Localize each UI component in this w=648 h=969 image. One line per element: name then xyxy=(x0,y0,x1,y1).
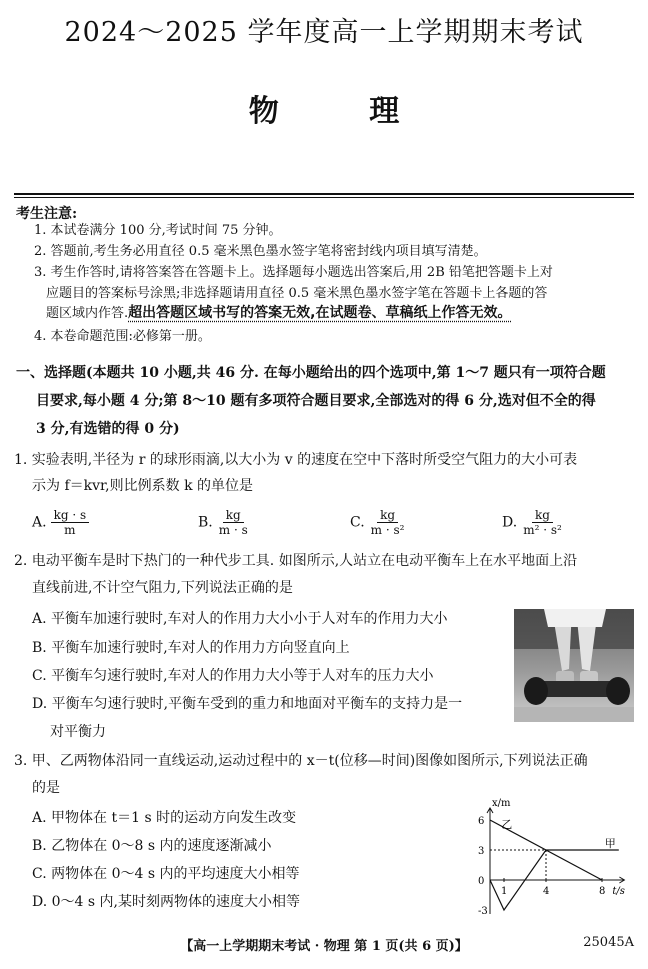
y-tick-label: 6 xyxy=(478,816,485,827)
y-tick-label: -3 xyxy=(478,906,488,917)
section-heading: 一、选择题(本题共 10 小题,共 46 分. 在每小题给出的四个选项中,第 1～7 题只有一项符合题 xyxy=(16,365,606,381)
x-tick-label: 8 xyxy=(599,886,606,897)
divider xyxy=(14,197,634,198)
option-label: A. xyxy=(32,514,47,531)
notice-item: 1. 本试卷满分 100 分,考试时间 75 分钟。 xyxy=(34,223,282,238)
question-2-stem: 2. 电动平衡车是时下热门的一种代步工具. 如图所示,人站立在电动平衡车上在水平地面上沿 xyxy=(14,553,578,569)
page-footer: 【高一上学期期末考试 · 物理 第 1 页(共 6 页)】 xyxy=(180,939,468,954)
exam-title: 2024～2025 学年度高一上学期期末考试 xyxy=(64,17,584,48)
notice-heading: 考生注意: xyxy=(16,206,78,222)
x-axis-label: t/s xyxy=(612,886,625,897)
notice-item: 4. 本卷命题范围:必修第一册。 xyxy=(34,329,211,344)
q1-option-a xyxy=(32,508,89,537)
y-axis-label: x/m xyxy=(492,798,511,809)
x-tick-label: 1 xyxy=(501,886,508,897)
q2-option-a: A. 平衡车加速行驶时,车对人的作用力大小小于人对车的作用力大小 xyxy=(32,611,448,627)
q2-option-b: B. 平衡车加速行驶时,车对人的作用力方向竖直向上 xyxy=(32,640,350,656)
q1-option-c xyxy=(350,508,406,537)
q2-option-d: D. 平衡车匀速行驶时,平衡车受到的重力和地面对平衡车的支持力是一 xyxy=(32,696,463,712)
q2-option-d-cont: 对平衡力 xyxy=(50,724,106,740)
notice-item: 3. 考生作答时,请将答案答在答题卡上。选择题每小题选出答案后,用 2B 铅笔把答题卡上对 xyxy=(34,265,553,280)
balance-scooter-photo xyxy=(514,609,634,722)
option-label: C. xyxy=(350,514,365,531)
series-label-yi: 乙 xyxy=(501,818,513,831)
y-tick-label: 3 xyxy=(478,846,485,857)
notice-item-text: 题区域内作答. xyxy=(46,306,129,321)
option-label: D. xyxy=(502,514,518,531)
series-label-jia: 甲 xyxy=(604,837,616,850)
notice-item: 2. 答题前,考生务必用直径 0.5 毫米黑色墨水签字笔将密封线内项目填写清楚。 xyxy=(34,244,487,259)
frac-den: m² · s² xyxy=(523,523,562,537)
notice-item: 应题目的答案标号涂黑;非选择题请用直径 0.5 毫米黑色墨水签字笔在答题卡上各题的答 xyxy=(46,286,548,301)
exam-code: 25045A xyxy=(583,935,634,950)
question-1-stem: 示为 f＝kvr,则比例系数 k 的单位是 xyxy=(32,478,254,494)
frac-den: m · s xyxy=(218,523,248,537)
section-heading: 3 分,有选错的得 0 分) xyxy=(36,421,180,437)
x-tick-label: 4 xyxy=(543,886,550,897)
q1-option-d xyxy=(502,508,564,537)
q3-option-c: C. 两物体在 0～4 s 内的平均速度大小相等 xyxy=(32,866,300,882)
q2-option-c: C. 平衡车匀速行驶时,车对人的作用力大小等于人对车的压力大小 xyxy=(32,668,434,684)
q3-option-d: D. 0～4 s 内,某时刻两物体的速度大小相等 xyxy=(32,894,300,910)
frac-den: m xyxy=(64,523,76,537)
question-2-stem: 直线前进,不计空气阻力,下列说法正确的是 xyxy=(32,580,293,596)
notice-emphasis: 超出答题区域书写的答案无效,在试题卷、草稿纸上作答无效。 xyxy=(128,305,512,321)
q3-option-a: A. 甲物体在 t＝1 s 时的运动方向发生改变 xyxy=(32,810,297,826)
frac-num: kg · s xyxy=(51,508,90,523)
q3-option-b: B. 乙物体在 0～8 s 内的速度逐渐减小 xyxy=(32,838,272,854)
question-3-stem: 的是 xyxy=(32,780,60,796)
option-label: B. xyxy=(198,514,213,531)
question-1-stem: 1. 实验表明,半径为 r 的球形雨滴,以大小为 v 的速度在空中下落时所受空气阻力的大小可表 xyxy=(14,452,578,468)
section-heading: 目要求,每小题 4 分;第 8～10 题有多项符合题目要求,全部选对的得 6 分,选对但不全的得 xyxy=(36,393,596,409)
frac-num: kg xyxy=(532,508,553,523)
divider xyxy=(14,193,634,195)
frac-den: m · s² xyxy=(370,523,405,537)
q1-option-b xyxy=(198,508,250,537)
frac-num: kg xyxy=(223,508,244,523)
xt-graph xyxy=(462,798,642,917)
notice-item xyxy=(46,303,646,324)
frac-num: kg xyxy=(377,508,398,523)
question-3-stem: 3. 甲、乙两物体沿同一直线运动,运动过程中的 x－t(位移—时间)图像如图所示,下列说法正确 xyxy=(14,753,588,769)
subject-title: 物 理 xyxy=(248,94,440,129)
y-tick-label: 0 xyxy=(478,876,485,887)
